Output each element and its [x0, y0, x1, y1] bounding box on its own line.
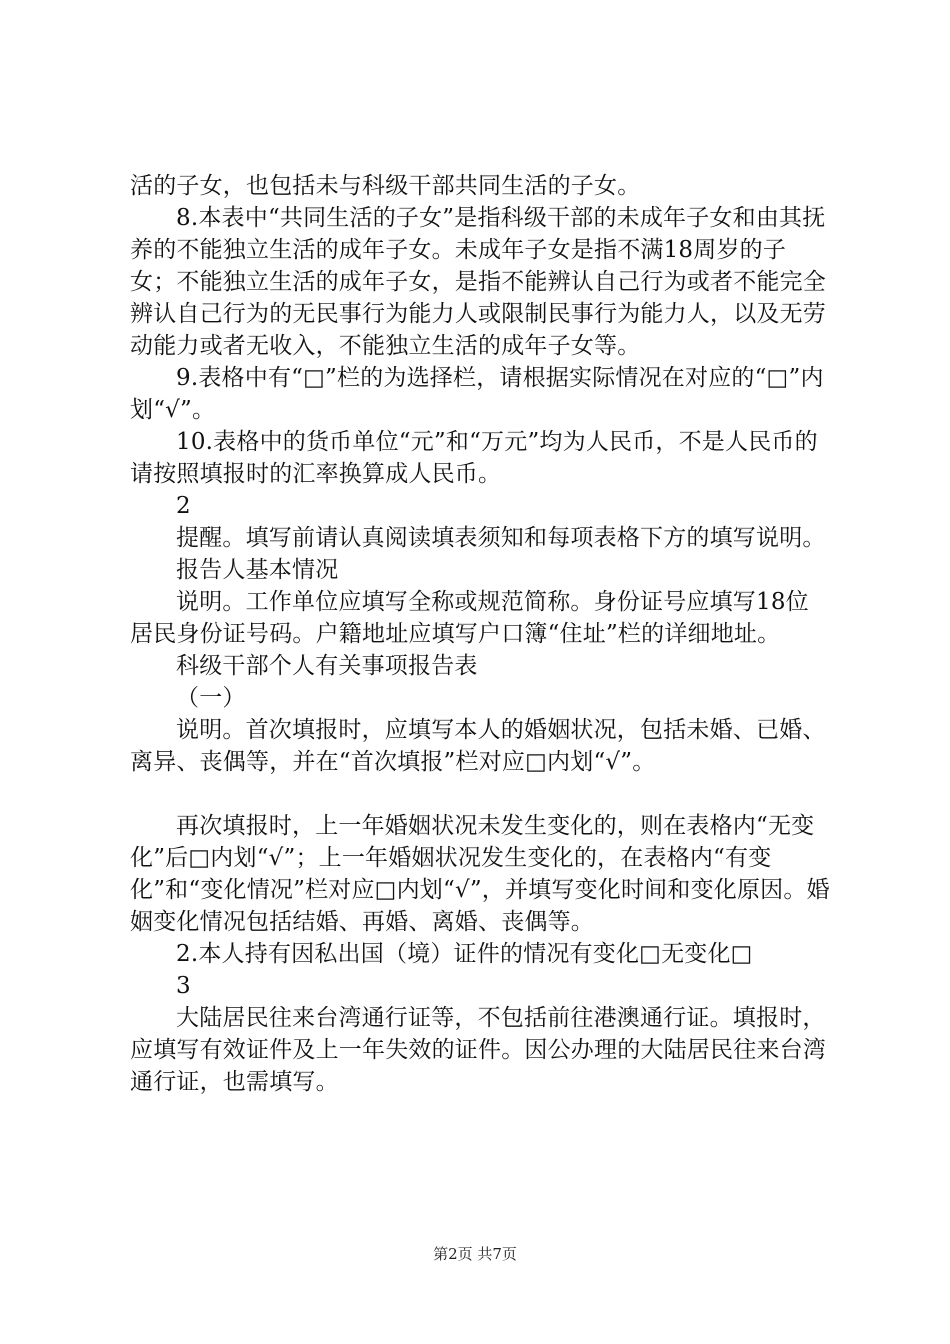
paragraph-item-2-passport: 2.本人持有因私出国（境）证件的情况有变化□无变化□: [176, 941, 753, 967]
paragraph-reminder: 提醒。填写前请认真阅读填表须知和每项表格下方的填写说明。: [176, 525, 826, 551]
paragraph-repeat-report-note: 再次填报时，上一年婚姻状况未发生变化的，则在表格内“无变化”后□内划“√”；上一年婚姻状况发生变化的，在表格内“有变化”和“变化情况”栏对应□内划“√”，并填写变化时间和变化原因。婚姻变化情况包括结婚、再婚、离婚、丧偶等。: [130, 813, 830, 935]
paragraph-first-report-note: 说明。首次填报时，应填写本人的婚姻状况，包括未婚、已婚、离异、丧偶等，并在“首次填报”栏对应□内划“√”。: [130, 717, 826, 775]
paragraph-continuation: 活的子女，也包括未与科级干部共同生活的子女。: [130, 173, 641, 199]
page-footer: 第2页 共7页: [433, 1245, 517, 1263]
paragraph-item-10: 10.表格中的货币单位“元”和“万元”均为人民币，不是人民币的请按照填报时的汇率换算成人民币。: [130, 429, 818, 487]
heading-basic-info: 报告人基本情况: [176, 557, 339, 583]
document-body: [130, 170, 830, 1098]
heading-part-one: （一）: [176, 685, 246, 711]
paragraph-item-9: 9.表格中有“□”栏的为选择栏，请根据实际情况在对应的“□”内划“√”。: [130, 365, 824, 423]
paragraph-basic-info-note: 说明。工作单位应填写全称或规范简称。身份证号应填写18位居民身份证号码。户籍地址应填写户口簿“住址”栏的详细地址。: [130, 589, 809, 647]
section-number-2: 2: [176, 493, 191, 519]
paragraph-item-8: 8.本表中“共同生活的子女”是指科级干部的未成年子女和由其抚养的不能独立生活的成年子女。未成年子女是指不满18周岁的子女；不能独立生活的成年子女，是指不能辨认自己行为或者不能完全辨认自己行为的无民事行为能力人或限制民事行为能力人，以及无劳动能力或者无收入，不能独立生活的成年子女等。: [130, 205, 826, 359]
paragraph-gap: [130, 778, 830, 810]
paragraph-taiwan-pass-note: 大陆居民往来台湾通行证等，不包括前往港澳通行证。填报时，应填写有效证件及上一年失效的证件。因公办理的大陆居民往来台湾通行证，也需填写。: [130, 1005, 826, 1095]
section-number-3: 3: [176, 973, 191, 999]
heading-report-form: 科级干部个人有关事项报告表: [176, 653, 478, 679]
